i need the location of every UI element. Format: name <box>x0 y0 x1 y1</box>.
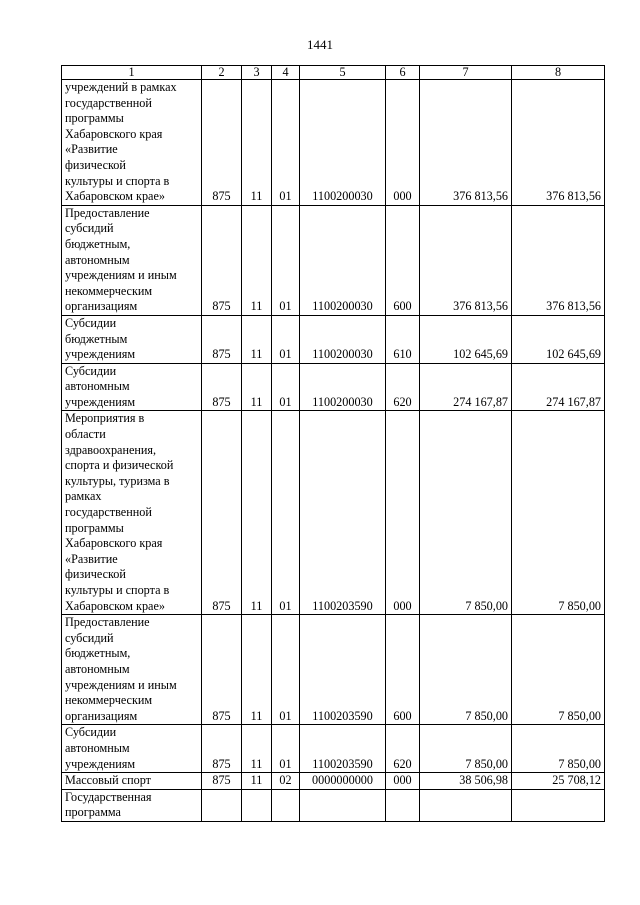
cell-section: 11 <box>242 615 272 725</box>
cell-section <box>242 789 272 821</box>
cell-amount-1: 102 645,69 <box>420 315 512 363</box>
item-name-line: организациям <box>65 299 138 314</box>
item-name-line: программы <box>65 520 124 535</box>
item-name-line: Хабаровском крае» <box>65 189 165 204</box>
item-name-line: Хабаровском крае» <box>65 598 165 613</box>
table-row <box>62 80 605 206</box>
cell-amount-1: 7 850,00 <box>420 725 512 773</box>
cell-target-article: 1100200030 <box>300 80 386 206</box>
cell-amount-2: 376 813,56 <box>512 80 605 206</box>
cell-expense-type: 000 <box>386 411 420 615</box>
cell-expense-type: 610 <box>386 315 420 363</box>
cell-subsection: 01 <box>272 205 300 315</box>
cell-grbs: 875 <box>202 411 242 615</box>
cell-target-article: 1100203590 <box>300 725 386 773</box>
item-name-line: Государственная <box>65 789 152 804</box>
table-row <box>62 315 605 363</box>
header-row <box>62 66 605 80</box>
item-name-line: Хабаровского края <box>65 536 163 551</box>
cell-amount-2: 274 167,87 <box>512 363 605 411</box>
item-name-line: автономным <box>65 379 130 394</box>
cell-grbs: 875 <box>202 315 242 363</box>
item-name-line: некоммерческим <box>65 693 153 708</box>
item-name-line: бюджетным, <box>65 236 131 251</box>
cell-subsection: 01 <box>272 615 300 725</box>
cell-amount-1: 274 167,87 <box>420 363 512 411</box>
table-row <box>62 773 605 790</box>
cell-target-article: 1100200030 <box>300 315 386 363</box>
item-name-line: Субсидии <box>65 725 117 740</box>
table-row <box>62 363 605 411</box>
item-name-line: учреждениям <box>65 394 136 409</box>
item-name-line: Предоставление <box>65 205 150 220</box>
item-name-line: спорта и физической <box>65 458 174 473</box>
cell-amount-1 <box>420 789 512 821</box>
cell-amount-1: 38 506,98 <box>420 773 512 790</box>
cell-amount-1: 7 850,00 <box>420 615 512 725</box>
item-name-line: государственной <box>65 505 152 520</box>
cell-item-name <box>62 205 202 315</box>
table-row <box>62 789 605 821</box>
cell-amount-2: 102 645,69 <box>512 315 605 363</box>
item-name-line: автономным <box>65 740 130 755</box>
cell-amount-2: 7 850,00 <box>512 615 605 725</box>
cell-subsection: 01 <box>272 80 300 206</box>
header-cell: 3 <box>242 66 272 80</box>
cell-expense-type: 000 <box>386 773 420 790</box>
budget-table <box>61 65 605 822</box>
cell-expense-type: 000 <box>386 80 420 206</box>
cell-subsection: 02 <box>272 773 300 790</box>
item-name-line: Мероприятия в <box>65 411 145 426</box>
cell-grbs <box>202 789 242 821</box>
item-name-line: «Развитие <box>65 551 118 566</box>
item-name-line: культуры, туризма в <box>65 473 170 488</box>
item-name-line: рамках <box>65 489 102 504</box>
cell-item-name <box>62 725 202 773</box>
cell-expense-type: 620 <box>386 725 420 773</box>
header-cell: 8 <box>512 66 605 80</box>
table-row <box>62 411 605 615</box>
item-name-line: некоммерческим <box>65 283 153 298</box>
header-cell: 4 <box>272 66 300 80</box>
item-name-line: «Развитие <box>65 142 118 157</box>
cell-target-article: 1100203590 <box>300 411 386 615</box>
cell-section: 11 <box>242 411 272 615</box>
item-name-line: автономным <box>65 661 130 676</box>
cell-target-article: 1100200030 <box>300 205 386 315</box>
item-name-line: Субсидии <box>65 363 117 378</box>
cell-subsection: 01 <box>272 315 300 363</box>
cell-item-name <box>62 315 202 363</box>
cell-subsection: 01 <box>272 725 300 773</box>
cell-item-name <box>62 615 202 725</box>
header-cell: 7 <box>420 66 512 80</box>
table-row <box>62 615 605 725</box>
cell-amount-1: 376 813,56 <box>420 80 512 206</box>
cell-grbs: 875 <box>202 363 242 411</box>
cell-grbs: 875 <box>202 205 242 315</box>
item-name-line: учреждениям <box>65 347 136 362</box>
item-name-line: учреждениям и иным <box>65 268 177 283</box>
item-name-line: здравоохранения, <box>65 442 157 457</box>
item-name-line: Предоставление <box>65 615 150 630</box>
cell-section: 11 <box>242 315 272 363</box>
cell-target-article <box>300 789 386 821</box>
cell-amount-2: 376 813,56 <box>512 205 605 315</box>
item-name-line: области <box>65 427 106 442</box>
cell-expense-type <box>386 789 420 821</box>
cell-amount-1: 376 813,56 <box>420 205 512 315</box>
cell-expense-type: 600 <box>386 205 420 315</box>
cell-grbs: 875 <box>202 773 242 790</box>
header-cell: 2 <box>202 66 242 80</box>
item-name-line: организациям <box>65 708 138 723</box>
cell-grbs: 875 <box>202 725 242 773</box>
cell-section: 11 <box>242 363 272 411</box>
header-cell: 5 <box>300 66 386 80</box>
item-name-line: культуры и спорта в <box>65 173 170 188</box>
cell-grbs: 875 <box>202 615 242 725</box>
header-cell: 6 <box>386 66 420 80</box>
cell-section: 11 <box>242 773 272 790</box>
cell-expense-type: 620 <box>386 363 420 411</box>
cell-item-name <box>62 789 202 821</box>
item-name-line: программа <box>65 805 121 820</box>
cell-section: 11 <box>242 725 272 773</box>
cell-amount-2 <box>512 789 605 821</box>
cell-subsection <box>272 789 300 821</box>
item-name-line: субсидий <box>65 630 114 645</box>
page-number: 1441 <box>307 37 333 52</box>
item-name-line: культуры и спорта в <box>65 583 170 597</box>
item-name-line: субсидий <box>65 221 114 236</box>
cell-amount-2: 25 708,12 <box>512 773 605 790</box>
table-row <box>62 205 605 315</box>
cell-section: 11 <box>242 80 272 206</box>
cell-amount-2: 7 850,00 <box>512 411 605 615</box>
cell-target-article: 1100203590 <box>300 615 386 725</box>
cell-target-article: 0000000000 <box>300 773 386 790</box>
item-name-line: Субсидии <box>65 315 117 330</box>
item-name-line: бюджетным <box>65 331 128 346</box>
cell-amount-2: 7 850,00 <box>512 725 605 773</box>
item-name-line: автономным <box>65 252 130 267</box>
cell-item-name <box>62 363 202 411</box>
cell-subsection: 01 <box>272 363 300 411</box>
item-name-line: физической <box>65 567 126 582</box>
item-name-line: физической <box>65 157 126 172</box>
cell-subsection: 01 <box>272 411 300 615</box>
item-name-line: государственной <box>65 95 152 110</box>
cell-expense-type: 600 <box>386 615 420 725</box>
cell-section: 11 <box>242 205 272 315</box>
item-name-line: Хабаровского края <box>65 126 163 141</box>
cell-item-name <box>62 773 202 790</box>
cell-amount-1: 7 850,00 <box>420 411 512 615</box>
item-name-line: учреждений в рамках <box>65 80 177 94</box>
table-row <box>62 725 605 773</box>
item-name-line: программы <box>65 111 124 126</box>
item-name-line: Массовый спорт <box>65 773 151 788</box>
item-name-line: бюджетным, <box>65 646 131 661</box>
item-name-line: учреждениям и иным <box>65 677 177 692</box>
item-name-line: учреждениям <box>65 756 136 771</box>
cell-target-article: 1100200030 <box>300 363 386 411</box>
header-cell: 1 <box>62 66 202 80</box>
cell-grbs: 875 <box>202 80 242 206</box>
cell-item-name <box>62 411 202 615</box>
cell-item-name <box>62 80 202 206</box>
